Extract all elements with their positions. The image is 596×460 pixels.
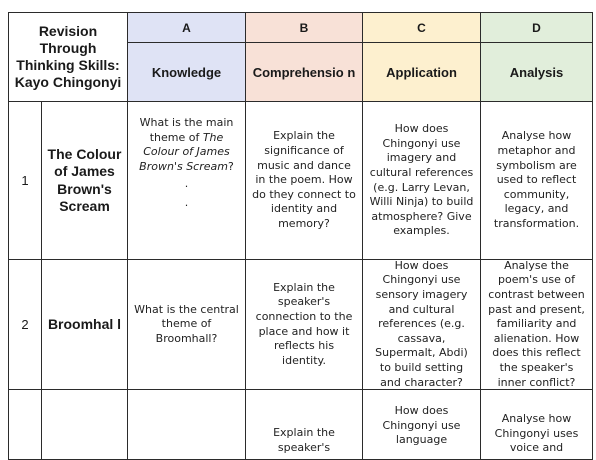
knowledge-question: What is the central theme of Broomhall? [128,260,246,390]
column-a-header: Knowledge [128,43,246,102]
analysis-question: Analyse the poem's use of contrast between past and present, familiarity and alienation. How does this reflect the speaker's inner conflict? [481,260,593,390]
column-d-letter: D [481,13,593,43]
column-a-letter: A [128,13,246,43]
row-number: 1 [9,102,42,260]
row-number: 2 [9,260,42,390]
comprehension-question: Explain the significance of music and dance in the poem. How do they connect to identity and memory? [246,102,363,260]
column-b-letter: B [246,13,363,43]
column-c-letter: C [363,13,481,43]
row-number [9,390,42,460]
question-text: What is the main theme of The Colour of James Brown's Scream? [139,116,234,173]
knowledge-question [128,390,246,460]
application-question: How does Chingonyi use imagery and cultural references (e.g. Larry Levan, Willi Ninja) to build atmosphere? Give examples. [363,102,481,260]
column-b-header: Comprehensio n [246,43,363,102]
poem-title: The Colour of James Brown's Scream [42,102,128,260]
application-question: How does Chingonyi use language [363,390,481,460]
analysis-question: Analyse how Chingonyi uses voice and [481,390,593,460]
poem-title: Broomhal l [42,260,128,390]
poem-title [42,390,128,460]
dot-mark: . [184,177,189,191]
analysis-question: Analyse how metaphor and symbolism are used to reflect community, legacy, and transformation. [481,102,593,260]
dot-mark: . [184,196,189,210]
poem-title-italic: The Colour of James Brown's Scream [139,130,230,173]
column-d-header: Analysis [481,43,593,102]
knowledge-question [128,102,246,260]
revision-table [8,12,593,460]
comprehension-question: Explain the speaker's connection to the place and how it reflects his identity. [246,260,363,390]
table-title: Revision Through Thinking Skills: Kayo Chingonyi [9,13,128,102]
comprehension-question: Explain the speaker's [246,390,363,460]
application-question: How does Chingonyi use sensory imagery and cultural references (e.g. cassava, Supermalt, Abdi) to build setting and character? [363,260,481,390]
column-c-header: Application [363,43,481,102]
